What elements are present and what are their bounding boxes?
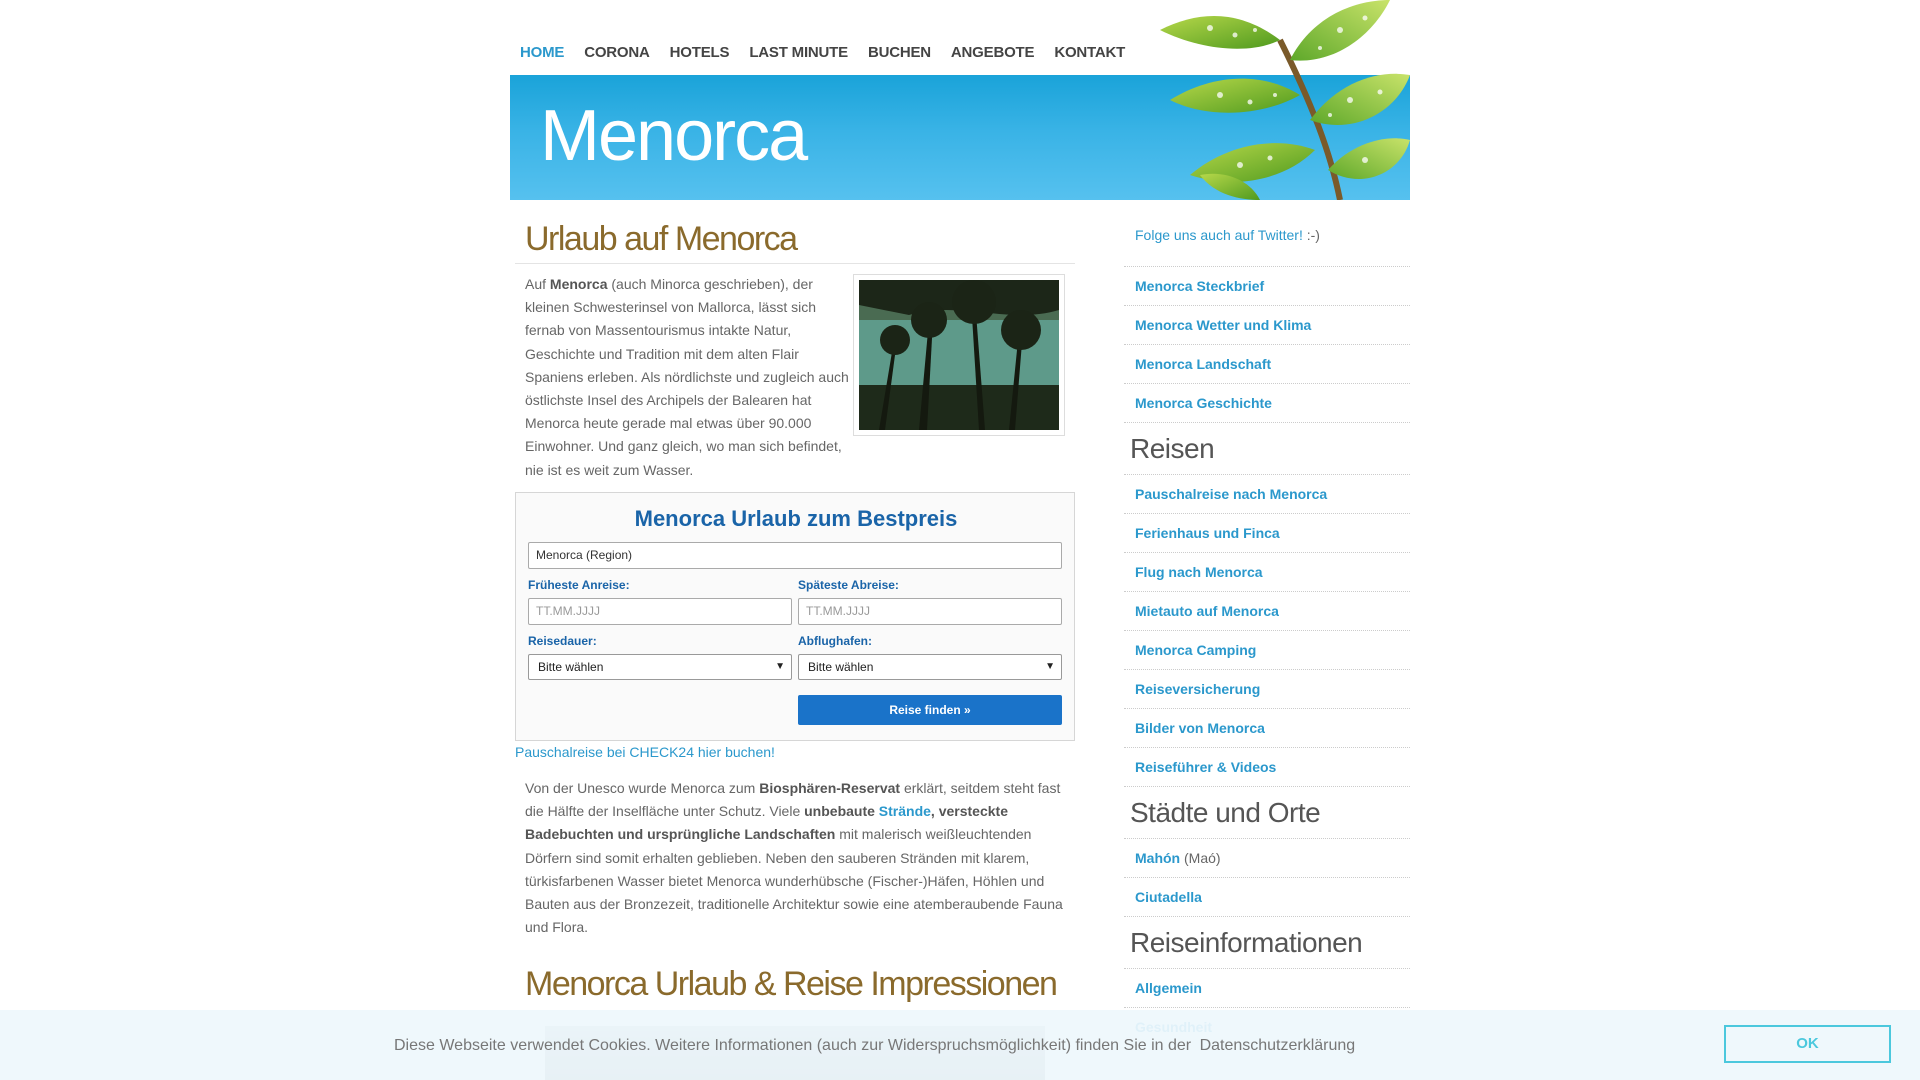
booking-title: Menorca Urlaub zum Bestpreis	[634, 506, 958, 531]
airport-label: Abflughafen:	[798, 634, 872, 648]
duration-value: Bitte wählen	[538, 660, 604, 674]
cookie-ok-button[interactable]: OK	[1724, 1025, 1891, 1063]
sidebar-heading-staedte: Städte und Orte	[1124, 786, 1410, 840]
duration-select[interactable]	[528, 654, 792, 680]
page-wrapper	[510, 0, 1410, 1080]
check24-link[interactable]: Pauschalreise bei CHECK24 hier buchen!	[515, 744, 775, 760]
nav-angebote[interactable]: ANGEBOTE	[950, 44, 1035, 61]
leaf-illustration	[1010, 0, 1410, 200]
sidebar-item-flug[interactable]: Flug nach Menorca	[1124, 552, 1410, 591]
airport-select[interactable]	[798, 654, 1062, 680]
sidebar-item-pauschalreise[interactable]: Pauschalreise nach Menorca	[1124, 474, 1410, 513]
nav-buchen[interactable]: BUCHEN	[867, 44, 931, 61]
twitter-link[interactable]: Folge uns auch auf Twitter! :-)	[1135, 227, 1320, 243]
sidebar-item-allgemein[interactable]: Allgemein	[1124, 968, 1410, 1007]
nav-last-minute[interactable]: LAST MINUTE	[749, 44, 848, 61]
cookie-text: Diese Webseite verwendet Cookies. Weitere Informationen (auch zur Widerspruchsmöglichkeit) finden Sie in der Datenschutzerklärung	[394, 1037, 1356, 1054]
menorca-coast-photo[interactable]	[859, 280, 1059, 430]
sidebar-item-ferienhaus[interactable]: Ferienhaus und Finca	[1124, 513, 1410, 552]
cookie-banner	[0, 1010, 1920, 1080]
region-input[interactable]: Menorca (Region)	[528, 542, 1062, 569]
sidebar-item-versicherung[interactable]: Reiseversicherung	[1124, 669, 1410, 708]
sidebar-item-mietauto[interactable]: Mietauto auf Menorca	[1124, 591, 1410, 630]
duration-label: Reisedauer:	[528, 634, 597, 648]
latest-label: Späteste Abreise:	[798, 578, 899, 592]
sidebar-item-mahon[interactable]: Mahón (Maó)	[1124, 838, 1410, 877]
intro-text: Auf Menorca (auch Minorca geschrieben), der kleinen Schwesterinsel von Mallorca, lässt sich fernab von Massentourismus intakte Natur, Geschichte und Tradition mit dem alten Flair Spaniens erleben. Als nördlichste und zugleich auch östlichste Insel des Archipels der Balearen hat Menorca heute gerade mal etwas über 90.000 Einwohner. Und ganz gleich, wo man sich befindet, nie ist es weit zum Wasser.	[525, 276, 849, 478]
sidebar-heading-reisen: Reisen	[1124, 422, 1410, 476]
chevron-down-icon: ▼	[775, 661, 785, 672]
sidebar-heading-reiseinfo: Reiseinformationen	[1124, 916, 1410, 970]
sidebar-item-reisefuehrer[interactable]: Reiseführer & Videos	[1124, 747, 1410, 786]
menorca-photo-frame	[853, 274, 1065, 436]
sidebar-item-landschaft[interactable]: Menorca Landschaft	[1124, 344, 1410, 383]
find-trip-button[interactable]: Reise finden »	[798, 695, 1062, 725]
sidebar-item-geschichte[interactable]: Menorca Geschichte	[1124, 383, 1410, 422]
sidebar-item-wetter[interactable]: Menorca Wetter und Klima	[1124, 305, 1410, 344]
sidebar-item-bilder[interactable]: Bilder von Menorca	[1124, 708, 1410, 747]
earliest-date-input[interactable]: TT.MM.JJJJ	[528, 598, 792, 625]
impressions-heading: Menorca Urlaub & Reise Impressionen	[525, 965, 1057, 1003]
nav-corona[interactable]: CORONA	[584, 44, 650, 61]
biosphere-paragraph: Von der Unesco wurde Menorca zum Biosphären-Reservat erklärt, seitdem steht fast die Hälfte der Inselfläche unter Schutz. Viele unbebaute Strände, versteckte Badebuchten und ursprüngliche Landschaften mit malerisch weißleuchtenden Dörfern sind somit erhalten geblieben. Neben den sauberen Stränden mit klarem, türkisfarbenen Wasser bietet Menorca wunderhübsche (Fischer-)Häfen, Höhlen und Bauten aus der Bronzezeit, traditionelle Architektur sowie eine atemberaubende Fauna und Flora.	[525, 780, 1063, 936]
sidebar-item-camping[interactable]: Menorca Camping	[1124, 630, 1410, 669]
sidebar-item-steckbrief[interactable]: Menorca Steckbrief	[1124, 266, 1410, 305]
page-title: Urlaub auf Menorca	[525, 220, 797, 258]
title-divider	[515, 263, 1075, 264]
site-title[interactable]: Menorca	[540, 96, 807, 176]
booking-widget	[515, 492, 1075, 741]
nav-home[interactable]: HOME	[520, 44, 565, 61]
sidebar-item-ciutadella[interactable]: Ciutadella	[1124, 877, 1410, 916]
earliest-label: Früheste Anreise:	[528, 578, 630, 592]
nav-hotels[interactable]: HOTELS	[669, 44, 730, 61]
latest-date-input[interactable]: TT.MM.JJJJ	[798, 598, 1062, 625]
chevron-down-icon: ▼	[1045, 661, 1055, 672]
nav-kontakt[interactable]: KONTAKT	[1054, 44, 1126, 61]
beaches-link[interactable]: Strände	[878, 803, 931, 820]
privacy-policy-link[interactable]: Datenschutzerklärung	[1199, 1037, 1356, 1054]
airport-value: Bitte wählen	[808, 660, 874, 674]
